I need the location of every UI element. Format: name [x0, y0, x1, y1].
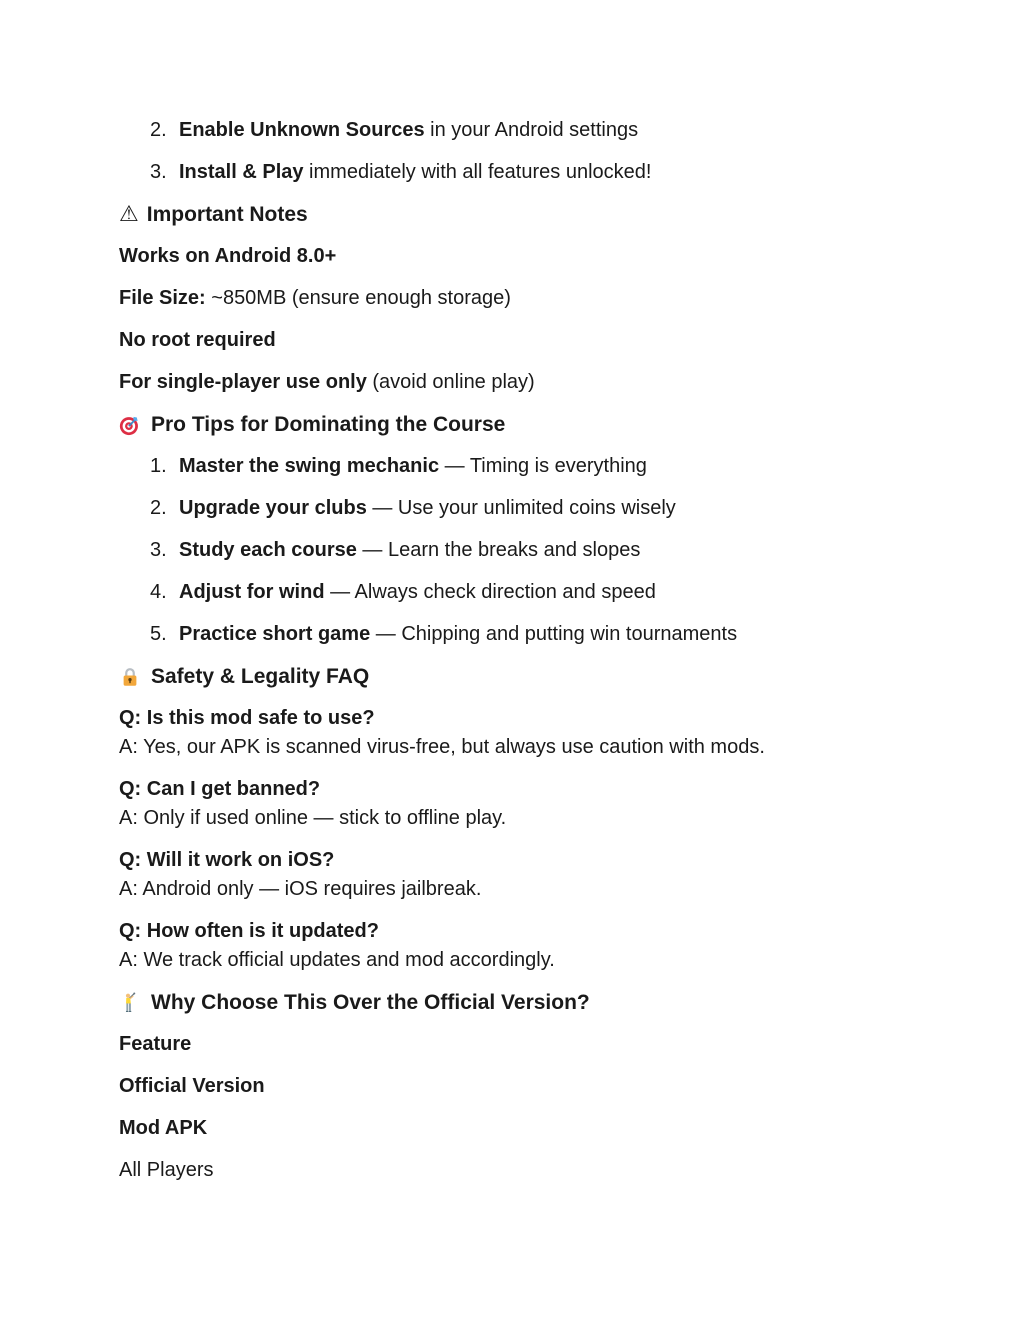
- pro-tips-heading: [119, 410, 934, 439]
- comparison-row: All Players: [119, 1159, 214, 1181]
- faq-item: [119, 846, 934, 904]
- faq-item: [119, 775, 934, 833]
- golfer-icon: [119, 992, 141, 1014]
- install-step: [119, 116, 934, 144]
- faq-question: Q: Can I get banned?: [119, 778, 321, 800]
- tip-bold-text: Upgrade your clubs: [179, 497, 367, 519]
- note-bold-text: File Size:: [119, 287, 206, 309]
- step-number: 3.: [150, 161, 167, 183]
- tip-item: [119, 494, 934, 522]
- lock-icon: [119, 666, 141, 688]
- step-rest-text: immediately with all features unlocked!: [303, 161, 652, 183]
- step-rest-text: in your Android settings: [424, 119, 639, 141]
- tip-number: 4.: [150, 581, 167, 603]
- install-step: [119, 158, 934, 186]
- tip-rest-text: — Learn the breaks and slopes: [356, 539, 641, 561]
- tip-number: 3.: [150, 539, 167, 561]
- tip-rest-text: — Timing is everything: [439, 455, 647, 477]
- important-notes-heading: [119, 200, 934, 229]
- step-bold-text: Install & Play: [179, 161, 304, 183]
- faq-item: [119, 917, 934, 975]
- faq-item: [119, 704, 934, 762]
- heading-label: Safety & Legality FAQ: [151, 665, 370, 688]
- note-line: [119, 368, 934, 396]
- note-rest-text: ~850MB (ensure enough storage): [205, 287, 511, 309]
- why-choose-heading: [119, 988, 934, 1017]
- tip-bold-text: Study each course: [179, 539, 357, 561]
- note-bold-text: Works on Android 8.0+: [119, 245, 337, 267]
- comparison-row: Mod APK: [119, 1117, 208, 1139]
- faq-question: Q: Will it work on iOS?: [119, 849, 335, 871]
- faq-answer: A: Yes, our APK is scanned virus-free, but always use caution with mods.: [119, 736, 765, 758]
- tip-rest-text: — Always check direction and speed: [324, 581, 656, 603]
- tip-number: 2.: [150, 497, 167, 519]
- heading-label: Important Notes: [146, 203, 308, 226]
- target-icon: [119, 414, 141, 436]
- faq-heading: [119, 662, 934, 691]
- faq-question: Q: Is this mod safe to use?: [119, 707, 375, 729]
- heading-label: Why Choose This Over the Official Version?: [151, 991, 590, 1014]
- note-rest-text: (avoid online play): [366, 371, 535, 393]
- comparison-row: Official Version: [119, 1075, 265, 1097]
- warning-icon: ⚠: [119, 202, 139, 227]
- step-number: 2.: [150, 119, 167, 141]
- faq-question: Q: How often is it updated?: [119, 920, 379, 942]
- tip-item: [119, 452, 934, 480]
- note-bold-text: No root required: [119, 329, 276, 351]
- tip-rest-text: — Use your unlimited coins wisely: [366, 497, 676, 519]
- tip-number: 5.: [150, 623, 167, 645]
- note-bold-text: For single-player use only: [119, 371, 367, 393]
- heading-label: Pro Tips for Dominating the Course: [151, 413, 506, 436]
- faq-answer: A: Android only — iOS requires jailbreak.: [119, 878, 482, 900]
- tip-item: [119, 578, 934, 606]
- tip-bold-text: Master the swing mechanic: [179, 455, 440, 477]
- comparison-row: Feature: [119, 1033, 192, 1055]
- note-line: [119, 326, 934, 354]
- step-bold-text: Enable Unknown Sources: [179, 119, 425, 141]
- note-line: [119, 284, 934, 312]
- note-line: [119, 242, 934, 270]
- tip-rest-text: — Chipping and putting win tournaments: [370, 623, 738, 645]
- tip-bold-text: Adjust for wind: [179, 581, 325, 603]
- tip-number: 1.: [150, 455, 167, 477]
- tip-item: [119, 536, 934, 564]
- faq-answer: A: We track official updates and mod accordingly.: [119, 949, 555, 971]
- tip-bold-text: Practice short game: [179, 623, 371, 645]
- faq-answer: A: Only if used online — stick to offline play.: [119, 807, 507, 829]
- tip-item: [119, 620, 934, 648]
